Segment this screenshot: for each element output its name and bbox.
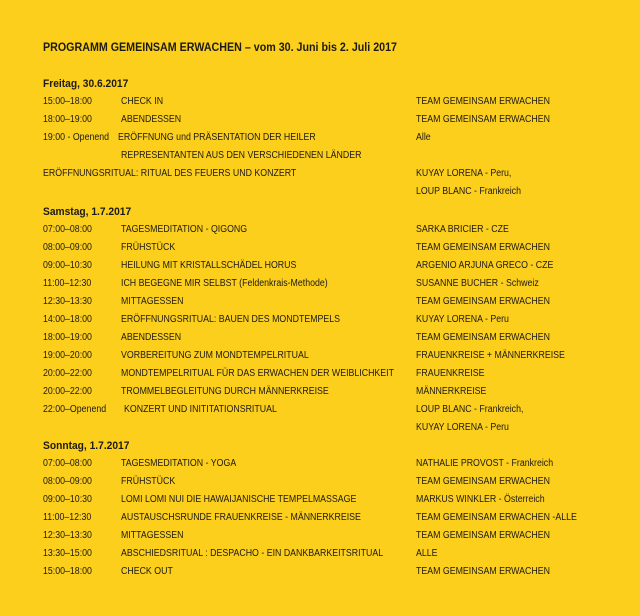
row-activity: ABSCHIEDSRITUAL : DESPACHO - EIN DANKBARKEITSRITUAL [121, 548, 384, 559]
row-time: 20:00–22:00 [43, 368, 92, 379]
schedule-row [0, 224, 640, 241]
row-host: LOUP BLANC - Frankreich [416, 186, 521, 197]
schedule-row [0, 260, 640, 277]
schedule-row [0, 242, 640, 259]
row-activity: ABENDESSEN [121, 332, 182, 343]
schedule-row [0, 368, 640, 385]
schedule-row [0, 458, 640, 475]
row-activity: ERÖFFNUNGSRITUAL: BAUEN DES MONDTEMPELS [121, 314, 341, 325]
row-host: TEAM GEMEINSAM ERWACHEN -ALLE [416, 512, 577, 523]
row-activity: TAGESMEDITATION - QIGONG [121, 224, 248, 235]
schedule-row [0, 404, 640, 421]
schedule-row [0, 566, 640, 583]
row-activity: AUSTAUSCHSRUNDE FRAUENKREISE - MÄNNERKREISE [121, 512, 361, 523]
row-host: SARKA BRICIER - CZE [416, 224, 509, 235]
row-activity: MITTAGESSEN [121, 296, 184, 307]
row-activity: KONZERT UND INITITATIONSRITUAL [124, 404, 277, 415]
row-activity: CHECK IN [121, 96, 164, 107]
schedule-row [0, 530, 640, 547]
row-host: MÄNNERKREISE [416, 386, 487, 397]
day-heading-friday: Freitag, 30.6.2017 [43, 78, 129, 90]
row-host: ARGENIO ARJUNA GRECO - CZE [416, 260, 554, 271]
schedule-row [0, 168, 640, 185]
row-time: 08:00–09:00 [43, 476, 92, 487]
schedule-row [0, 96, 640, 113]
row-host: NATHALIE PROVOST - Frankreich [416, 458, 554, 469]
row-host: TEAM GEMEINSAM ERWACHEN [416, 114, 550, 125]
row-time: 11:00–12:30 [43, 512, 92, 523]
row-activity: FRÜHSTÜCK [121, 242, 176, 253]
row-host: FRAUENKREISE + MÄNNERKREISE [416, 350, 565, 361]
row-host: TEAM GEMEINSAM ERWACHEN [416, 332, 550, 343]
row-time: 11:00–12:30 [43, 278, 92, 289]
schedule-row [0, 386, 640, 403]
row-activity: ABENDESSEN [121, 114, 182, 125]
schedule-row [0, 278, 640, 295]
row-activity: HEILUNG MIT KRISTALLSCHÄDEL HORUS [121, 260, 297, 271]
row-time: 09:00–10:30 [43, 494, 92, 505]
row-activity: ERÖFFNUNG und PRÄSENTATION DER HEILER [118, 132, 316, 143]
row-activity: VORBEREITUNG ZUM MONDTEMPELRITUAL [121, 350, 309, 361]
row-host: TEAM GEMEINSAM ERWACHEN [416, 296, 550, 307]
day-heading-saturday: Samstag, 1.7.2017 [43, 206, 132, 218]
row-host: LOUP BLANC - Frankreich, [416, 404, 524, 415]
row-activity: ICH BEGEGNE MIR SELBST (Feldenkrais-Methode) [121, 278, 328, 289]
row-host: TEAM GEMEINSAM ERWACHEN [416, 242, 550, 253]
schedule-row [0, 422, 640, 439]
schedule-row [0, 494, 640, 511]
day-heading-sunday: Sonntag, 1.7.2017 [43, 440, 130, 452]
row-time: 18:00–19:00 [43, 114, 92, 125]
schedule-row [0, 350, 640, 367]
row-time: 14:00–18:00 [43, 314, 92, 325]
row-time: 20:00–22:00 [43, 386, 92, 397]
row-time: 08:00–09:00 [43, 242, 92, 253]
page-title: PROGRAMM GEMEINSAM ERWACHEN – vom 30. Juni bis 2. Juli 2017 [43, 42, 398, 54]
schedule-row [0, 132, 640, 149]
schedule-row [0, 114, 640, 131]
schedule-row [0, 186, 640, 203]
row-activity: REPRESENTANTEN AUS DEN VERSCHIEDENEN LÄNDER [121, 150, 362, 161]
schedule-row [0, 150, 640, 167]
row-time: 12:30–13:30 [43, 296, 92, 307]
row-activity: LOMI LOMI NUI DIE HAWAIJANISCHE TEMPELMASSAGE [121, 494, 357, 505]
row-host: FRAUENKREISE [416, 368, 485, 379]
row-activity: CHECK OUT [121, 566, 173, 577]
schedule-row [0, 296, 640, 313]
row-activity: MONDTEMPELRITUAL FÜR DAS ERWACHEN DER WEIBLICHKEIT [121, 368, 395, 379]
row-host: TEAM GEMEINSAM ERWACHEN [416, 566, 550, 577]
row-time: 18:00–19:00 [43, 332, 92, 343]
row-activity: TROMMELBEGLEITUNG DURCH MÄNNERKREISE [121, 386, 329, 397]
row-host: SUSANNE BUCHER - Schweiz [416, 278, 539, 289]
row-activity: MITTAGESSEN [121, 530, 184, 541]
row-time: 15:00–18:00 [43, 566, 92, 577]
row-time: 13:30–15:00 [43, 548, 92, 559]
row-activity: FRÜHSTÜCK [121, 476, 176, 487]
row-time: 19:00 - Openend [43, 132, 110, 143]
row-host: ALLE [416, 548, 438, 559]
row-time: 09:00–10:30 [43, 260, 92, 271]
row-host: KUYAY LORENA - Peru [416, 314, 509, 325]
row-host: TEAM GEMEINSAM ERWACHEN [416, 476, 550, 487]
row-host: TEAM GEMEINSAM ERWACHEN [416, 530, 550, 541]
row-time: 07:00–08:00 [43, 224, 92, 235]
row-time: 22:00–Openend [43, 404, 107, 415]
row-host: Alle [416, 132, 431, 143]
row-time: 12:30–13:30 [43, 530, 92, 541]
row-time: 19:00–20:00 [43, 350, 92, 361]
row-activity: TAGESMEDITATION - YOGA [121, 458, 237, 469]
row-time: 15:00–18:00 [43, 96, 92, 107]
row-time: 07:00–08:00 [43, 458, 92, 469]
schedule-row [0, 332, 640, 349]
row-activity: ERÖFFNUNGSRITUAL: RITUAL DES FEUERS UND KONZERT [43, 168, 297, 179]
row-host: MARKUS WINKLER - Österreich [416, 494, 545, 505]
schedule-row [0, 314, 640, 331]
schedule-row [0, 476, 640, 493]
row-host: KUYAY LORENA - Peru, [416, 168, 512, 179]
row-host: TEAM GEMEINSAM ERWACHEN [416, 96, 550, 107]
row-host: KUYAY LORENA - Peru [416, 422, 509, 433]
schedule-row [0, 512, 640, 529]
schedule-row [0, 548, 640, 565]
